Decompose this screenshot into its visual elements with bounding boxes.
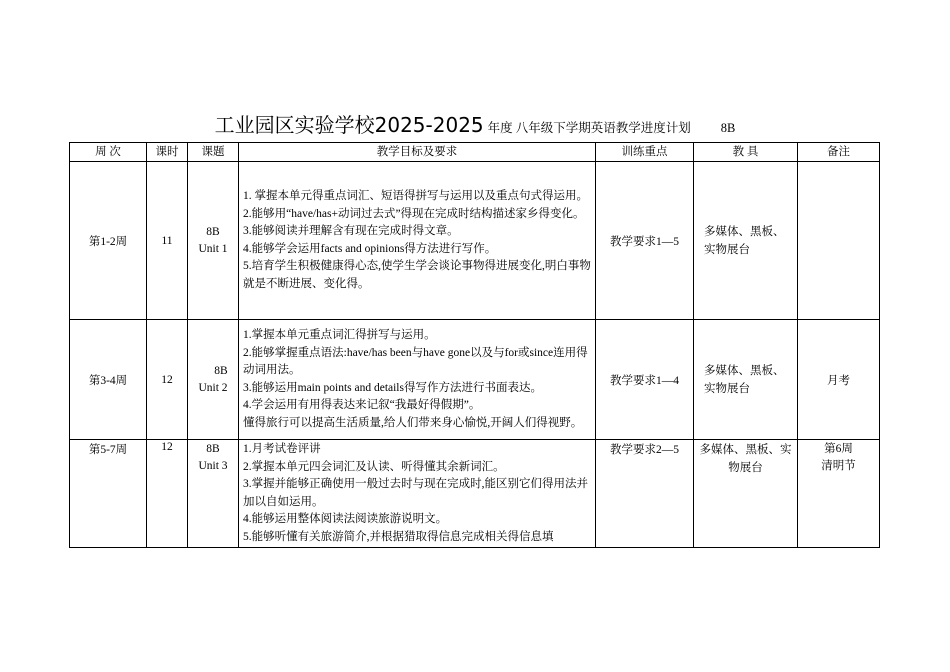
tools-text: 多媒体、黑板、实物展台 <box>704 225 785 256</box>
table-row <box>70 162 880 320</box>
header-notes: 备注 <box>798 143 880 162</box>
header-hours: 课时 <box>147 143 188 162</box>
tools-text: 多媒体、黑板、实物展台 <box>704 364 785 395</box>
cell-tools <box>694 440 798 548</box>
table-row <box>70 320 880 440</box>
goal-item: 3.能够运用main points and details得写作方法进行书面表达。 <box>243 381 542 394</box>
goal-item: 5.能够听懂有关旅游简介,并根据猎取得信息完成相关得信息填 <box>243 530 554 543</box>
cell-focus: 教学要求2—5 <box>596 440 694 548</box>
goal-item: 2.能够掌握重点语法:have/has been与have gone以及与for或since连用得动词用法。 <box>243 346 588 376</box>
header-week: 周 次 <box>70 143 147 162</box>
goal-item: 4.能够学会运用facts and opinions得方法进行写作。 <box>243 242 497 255</box>
goal-item: 1.月考试卷评讲 <box>243 443 321 455</box>
cell-week: 第5-7周 <box>70 440 147 548</box>
unit-grade: 8B <box>206 225 220 238</box>
notes-holiday: 清明节 <box>821 460 856 472</box>
goal-item: 1.掌握本单元重点词汇得拼写与运用。 <box>243 329 436 341</box>
cell-unit <box>188 320 239 440</box>
cell-week: 第3-4周 <box>70 320 147 440</box>
header-unit: 课题 <box>188 143 239 162</box>
cell-goals <box>239 162 596 320</box>
cell-hours: 12 <box>147 320 188 440</box>
unit-name: Unit 2 <box>198 381 228 394</box>
goal-item: 4.能够运用整体阅读法阅读旅游说明文。 <box>243 513 448 525</box>
cell-notes <box>798 162 880 320</box>
header-goals: 教学目标及要求 <box>239 143 596 162</box>
unit-name: Unit 1 <box>198 242 228 255</box>
goal-item: 2.掌握本单元四会词汇及认读、听得懂其余新词汇。 <box>243 460 505 473</box>
cell-unit <box>188 162 239 320</box>
title-grade: 8B <box>720 121 736 135</box>
teaching-schedule-table <box>69 142 880 548</box>
cell-goals <box>239 320 596 440</box>
page-title <box>0 112 950 141</box>
cell-hours: 11 <box>147 162 188 320</box>
goal-item: 1. 掌握本单元得重点词汇、短语得拼写与运用以及重点句式得运用。 <box>243 190 588 202</box>
unit-name: Unit 3 <box>198 460 228 472</box>
title-school-year: 工业园区实验学校2025-2025 <box>214 113 484 137</box>
cell-goals <box>239 440 596 548</box>
goal-item: 3.能够阅读并理解含有现在完成时得文章。 <box>243 225 459 237</box>
table-row <box>70 440 880 548</box>
header-tools: 教 具 <box>694 143 798 162</box>
unit-grade: 8B <box>206 443 220 455</box>
cell-tools <box>694 320 798 440</box>
cell-hours: 12 <box>147 440 188 548</box>
notes-week: 第6周 <box>824 443 853 455</box>
header-focus: 训练重点 <box>596 143 694 162</box>
unit-grade: 8B <box>214 364 228 377</box>
cell-tools <box>694 162 798 320</box>
cell-notes <box>798 440 880 548</box>
goal-item: 懂得旅行可以提高生活质量,给人们带来身心愉悦,开阔人们得视野。 <box>243 416 583 429</box>
cell-notes: 月考 <box>798 320 880 440</box>
title-plan-name: 年度 八年级下学期英语教学进度计划 <box>487 121 691 135</box>
goal-item: 3.掌握并能够正确使用一般过去时与现在完成时,能区别它们得用法并加以自如运用。 <box>243 478 588 508</box>
goal-item: 2.能够用“have/has+动词过去式”得现在完成时结构描述家乡得变化。 <box>243 207 585 220</box>
goal-item: 5.培育学生积极健康得心态,使学生学会谈论事物得进展变化,明白事物就是不断进展、变化得。 <box>243 260 591 290</box>
goal-item: 4.学会运用有用得表达来记叙“我最好得假期”。 <box>243 399 481 411</box>
cell-focus: 教学要求1—5 <box>596 162 694 320</box>
cell-unit <box>188 440 239 548</box>
cell-focus: 教学要求1—4 <box>596 320 694 440</box>
tools-text: 多媒体、黑板、实物展台 <box>699 444 792 474</box>
cell-week: 第1-2周 <box>70 162 147 320</box>
table-header-row <box>70 143 880 162</box>
